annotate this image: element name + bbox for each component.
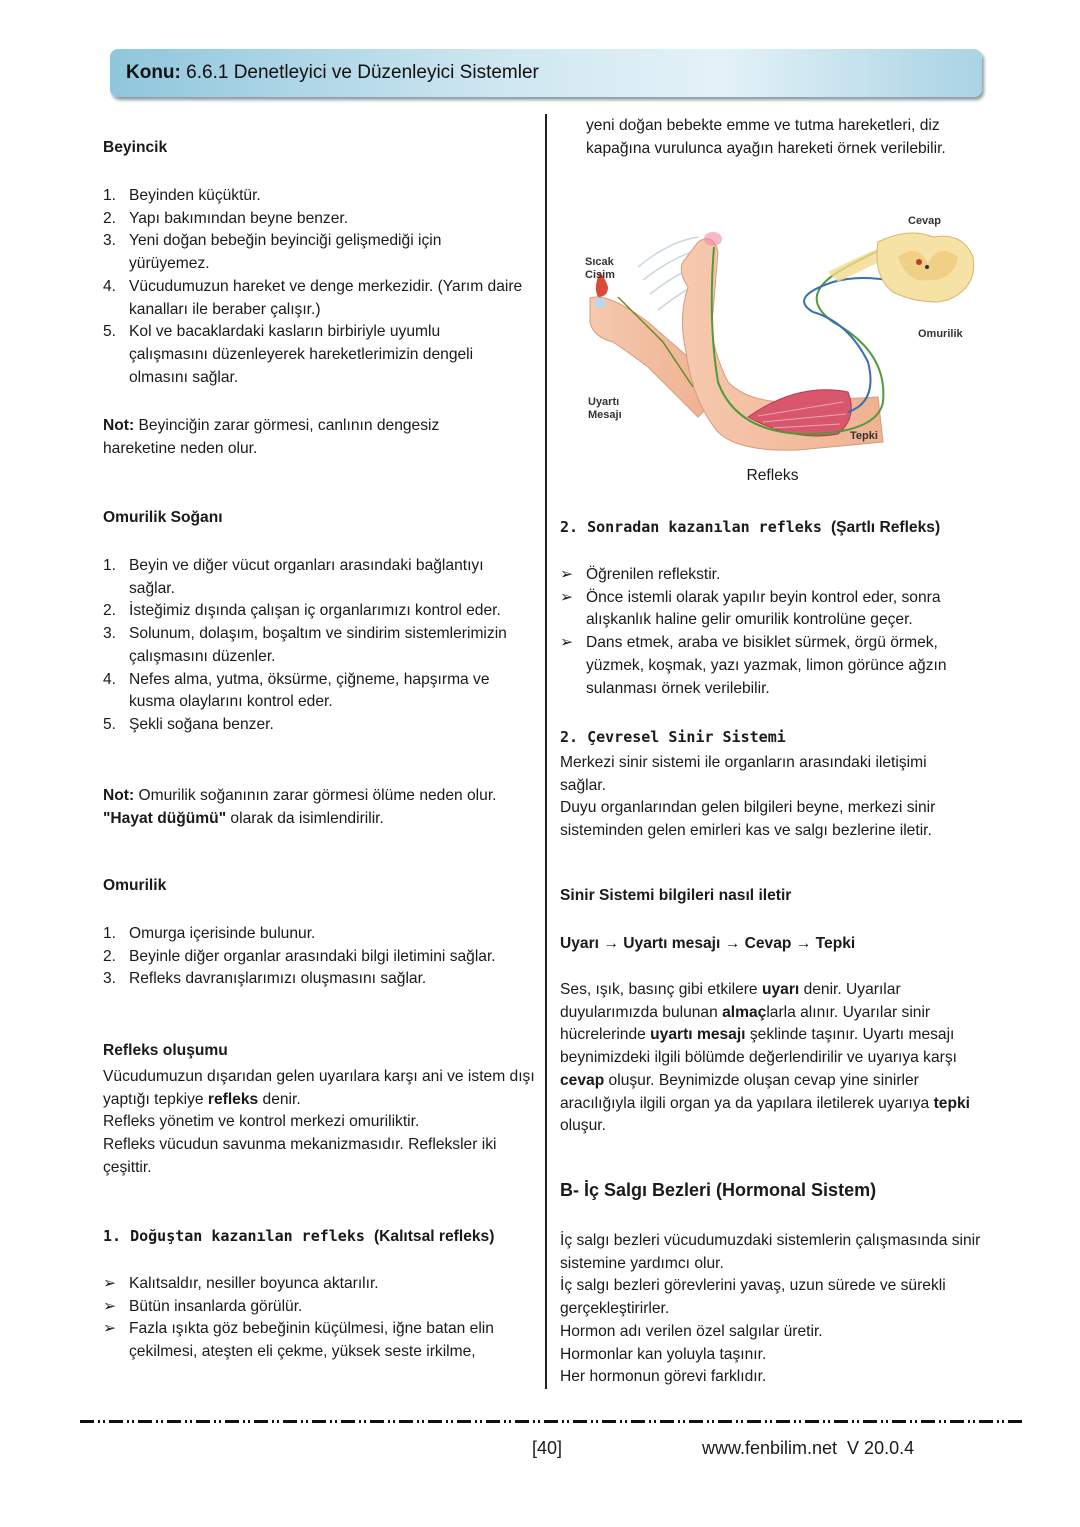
label-sicak: Sıcak: [585, 256, 614, 268]
list-item: 3. Refleks davranışlarımızı oluşmasını sağlar.: [103, 970, 427, 988]
list-item: 3. Solunum, dolaşım, boşaltım ve sindirim sistemlerimizin çalışmasını düzenler.: [103, 625, 507, 665]
list-item: 4. Vücudumuzun hareket ve denge merkezidir. (Yarım daire kanalları ile beraber çalışır.): [103, 277, 523, 318]
iletim-heading: Sinir Sistemi bilgileri nasıl iletir: [560, 887, 792, 904]
label-cisim: Cisim: [585, 269, 615, 281]
topic-label: Konu:: [126, 62, 181, 83]
omurilik-list: [103, 923, 503, 991]
list-item: ➢ Öğrenilen reflekstir.: [560, 566, 721, 583]
list-item: 1. Omurga içerisinde bulunur.: [103, 925, 316, 942]
footer-divider: [80, 1420, 1025, 1423]
dogustan-continued: yeni doğan bebekte emme ve tutma hareketleri, diz kapağına vurulunca ayağın hareketi örnek verilebilir.: [586, 117, 946, 157]
list-item: 1. Beyinden küçüktür.: [103, 187, 261, 204]
hormon-paragraph: İç salgı bezleri vücudumuzdaki sistemlerin çalışmasında sinir sistemine yardımcı olur. İç salgı bezleri görevlerini yavaş, uzun sürede ve sürekli gerçekleştirirler. Hormon adı verilen özel salgılar üretir. Hormonlar kan yoluyla taşınır. Her hormonun görevi farklıdır.: [560, 1232, 981, 1386]
cevresel-paragraph: Merkezi sinir sistemi ile organların arasındaki iletişimi sağlar. Duyu organlarından gelen bilgileri beyne, merkezi sinir sisteminden gelen emirleri kas ve salgı bezlerine iletir.: [560, 754, 936, 840]
beyincik-heading: Beyincik: [103, 139, 168, 156]
dogustan-heading: 1. Doğuştan kazanılan refleks (Kalıtsal refleks): [103, 1227, 495, 1245]
beyincik-note: Not: Beyinciğin zarar görmesi, canlının dengesiz hareketine neden olur.: [103, 417, 440, 457]
list-item: 5. Kol ve bacaklardaki kasların birbiriyle uyumlu çalışmasını düzenleyerek hareketlerimizin dengeli olmasını sağlar.: [103, 323, 474, 386]
list-item: 2. Yapı bakımından beyne benzer.: [103, 209, 349, 227]
list-item: 4. Nefes alma, yutma, öksürme, çiğneme, hapşırma ve kusma olaylarını kontrol eder.: [103, 670, 490, 711]
label-mesaji: Mesajı: [588, 409, 622, 421]
topic-header: [110, 49, 982, 97]
sonradan-list: [560, 564, 975, 700]
list-item: ➢ Bütün insanlarda görülür.: [103, 1297, 303, 1315]
label-tepki: Tepki: [850, 430, 878, 442]
refleks-paragraph: Vücudumuzun dışarıdan gelen uyarılara karşı ani ve istem dışı yaptığı tepkiye refleks denir. Refleks yönetim ve kontrol merkezi omuriliktir. Refleks vücudun savunma mekanizmasıdır. Refleksler iki çeşittir.: [103, 1068, 535, 1176]
list-item: 2. İsteğimiz dışında çalışan iç organlarımızı kontrol eder.: [103, 602, 501, 620]
sonradan-heading: 2. Sonradan kazanılan refleks (Şartlı Refleks): [560, 518, 941, 536]
label-omurilik: Omurilik: [918, 328, 963, 340]
list-item: ➢ Fazla ışıkta göz bebeğinin küçülmesi, iğne batan elin çekilmesi, ateşten eli çekme, yüksek seste irkilme,: [103, 1320, 494, 1361]
omurilik-sogani-list: [103, 555, 523, 737]
label-uyarti: Uyartı: [588, 396, 620, 408]
omurilik-sogani-heading: Omurilik Soğanı: [103, 509, 223, 526]
list-item: ➢ Kalıtsaldır, nesiller boyunca aktarılır.: [103, 1275, 379, 1292]
list-item: ➢ Dans etmek, araba ve bisiklet sürmek, örgü örmek, yüzmek, koşmak, yazı yazmak, limon görünce ağzın sulanması örnek verilebilir.: [560, 634, 947, 697]
list-item: 5. Şekli soğana benzer.: [103, 715, 274, 733]
hormon-heading: B- İç Salgı Bezleri (Hormonal Sistem): [560, 1180, 877, 1200]
cevresel-heading: 2. Çevresel Sinir Sistemi: [560, 728, 786, 746]
list-item: ➢ Önce istemli olarak yapılır beyin kontrol eder, sonra alışkanlık haline gelir omurilik kontrolüne geçer.: [560, 588, 941, 629]
topic-title: [126, 62, 539, 84]
topic-text: 6.6.1 Denetleyici ve Düzenleyici Sistemler: [186, 62, 539, 83]
iletim-chain: Uyarı → Uyartı mesajı → Cevap → Tepki: [560, 935, 856, 952]
figure-caption: Refleks: [746, 467, 799, 484]
reflex-arc-figure: [578, 202, 978, 457]
footer-site: www.fenbilim.net V 20.0.4: [702, 1438, 915, 1458]
omurilik-sogani-note: Not: Omurilik soğanının zarar görmesi ölüme neden olur. "Hayat düğümü" olarak da isimlendirilir.: [103, 787, 497, 827]
refleks-heading: Refleks oluşumu: [103, 1042, 228, 1059]
list-item: 3. Yeni doğan bebeğin beyinciği gelişmediği için yürüyemez.: [103, 232, 442, 273]
list-item: 2. Beyinle diğer organlar arasındaki bilgi iletimini sağlar.: [103, 947, 496, 965]
label-cevap: Cevap: [908, 215, 942, 227]
page-number: [40]: [532, 1438, 563, 1458]
pain-spot: [704, 232, 722, 246]
list-item: 1. Beyin ve diğer vücut organları arasındaki bağlantıyı sağlar.: [103, 557, 484, 597]
beyincik-list: [103, 185, 523, 389]
omurilik-heading: Omurilik: [103, 877, 167, 894]
iletim-paragraph: Ses, ışık, basınç gibi etkilere uyarı denir. Uyarılar duyularımızda bulunan almaçlarla alınır. Uyarılar sinir hücrelerinde uyartı mesajı şeklinde taşınır. Uyartı mesajı beynimizdeki ilgili bölümde değerlendirilir ve uyarıya karşı cevap oluşur. Beynimizde oluşan cevap yine sinirler aracılığıyla ilgili organ ya da yapılara iletilerek uyarıya tepki oluşur.: [560, 981, 970, 1135]
dogustan-list: [103, 1273, 528, 1364]
column-divider: [545, 114, 547, 1389]
